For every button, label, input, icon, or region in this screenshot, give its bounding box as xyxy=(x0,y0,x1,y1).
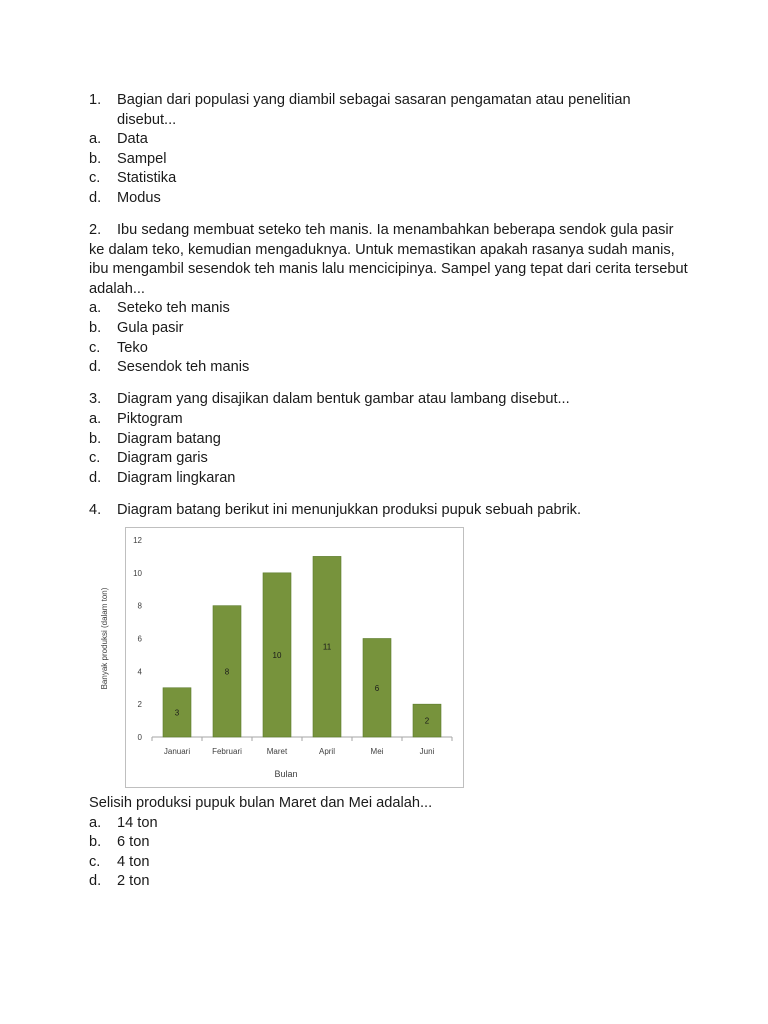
y-axis-ticks xyxy=(133,536,142,742)
option-text: 2 ton xyxy=(117,873,150,890)
option-a xyxy=(89,299,689,319)
option-letter: a. xyxy=(89,300,102,317)
option-letter: b. xyxy=(89,150,102,167)
bar-data-label: 10 xyxy=(272,650,282,660)
y-tick-label: 8 xyxy=(137,601,142,611)
option-text: Diagram garis xyxy=(117,450,208,467)
question-text: Diagram yang disajikan dalam bentuk gambar atau lambang disebut... xyxy=(117,391,570,408)
option-b xyxy=(89,319,689,339)
x-tick-label: Januari xyxy=(163,747,191,756)
x-tick-label: Juni xyxy=(419,747,435,756)
option-text: Gula pasir xyxy=(117,320,184,337)
option-letter: d. xyxy=(89,359,102,376)
option-letter: a. xyxy=(89,410,102,427)
option-d xyxy=(89,189,689,209)
option-text: Data xyxy=(117,131,148,148)
option-letter: b. xyxy=(89,430,102,447)
option-c xyxy=(89,169,689,189)
question-number: 1. xyxy=(89,92,102,108)
option-letter: b. xyxy=(89,320,102,337)
question-number: 4. xyxy=(89,501,102,518)
question-3 xyxy=(89,390,689,488)
option-a xyxy=(89,130,689,150)
option-letter: a. xyxy=(89,131,102,148)
x-tick-label: April xyxy=(318,747,336,756)
y-tick-label: 4 xyxy=(137,667,142,677)
option-letter: d. xyxy=(89,469,102,486)
question-number: 2. xyxy=(89,222,102,239)
option-d xyxy=(89,872,689,892)
question-sheet xyxy=(89,91,689,533)
option-text: Sampel xyxy=(117,150,167,167)
option-letter: c. xyxy=(89,170,101,187)
bar-data-label: 6 xyxy=(374,683,380,693)
y-tick-label: 12 xyxy=(133,536,142,545)
followup-text: Selisih produksi pupuk bulan Maret dan Mei adalah... xyxy=(89,795,433,811)
y-axis-label: Banyak produksi (dalam ton) xyxy=(100,587,109,690)
option-text: Diagram batang xyxy=(117,430,221,447)
option-text: Sesendok teh manis xyxy=(117,359,250,376)
question-4 xyxy=(89,501,689,521)
option-letter: c. xyxy=(89,339,101,356)
x-axis-label: Bulan xyxy=(274,769,298,779)
question-2 xyxy=(89,221,689,378)
option-text: 14 ton xyxy=(117,814,158,831)
x-tick-label: Mei xyxy=(370,747,384,756)
option-text: Teko xyxy=(117,339,148,356)
bars xyxy=(163,556,441,737)
option-c xyxy=(89,449,689,469)
y-tick-label: 0 xyxy=(137,733,142,742)
option-letter: a. xyxy=(89,814,102,831)
option-letter: d. xyxy=(89,873,102,890)
question-4-followup xyxy=(89,794,689,892)
question-text: Diagram batang berikut ini menunjukkan produksi pupuk sebuah pabrik. xyxy=(117,501,582,518)
option-d xyxy=(89,469,689,489)
option-letter: c. xyxy=(89,853,101,870)
bar-data-label: 2 xyxy=(424,716,430,726)
option-text: Seteko teh manis xyxy=(117,300,230,317)
bar-data-label: 3 xyxy=(174,708,180,718)
option-letter: b. xyxy=(89,834,102,851)
option-a xyxy=(89,814,689,834)
y-tick-label: 2 xyxy=(137,700,142,710)
option-text: Statistika xyxy=(117,170,177,187)
question-number: 3. xyxy=(89,391,102,408)
option-text: Modus xyxy=(117,189,161,206)
option-text: Diagram lingkaran xyxy=(117,469,236,486)
option-text: 4 ton xyxy=(117,853,150,870)
option-text: 6 ton xyxy=(117,834,150,851)
option-b xyxy=(89,430,689,450)
option-text: Piktogram xyxy=(117,410,183,427)
question-text: Bagian dari populasi yang diambil sebagai sasaran pengamatan atau penelitian disebut... xyxy=(117,92,631,128)
x-axis-ticks xyxy=(152,737,452,756)
bar-chart-svg xyxy=(100,528,463,787)
bar-data-label: 11 xyxy=(322,642,332,652)
option-c xyxy=(89,339,689,359)
option-b xyxy=(89,833,689,853)
question-text: Ibu sedang membuat seteko teh manis. Ia menambahkan beberapa sendok gula pasir ke dalam teko, kemudian mengaduknya. Untuk memastikan apakah rasanya sudah manis, ibu mengambil sesendok teh manis lalu mencicipinya. Sampel yang tepat dari cerita tersebut adalah... xyxy=(89,222,688,297)
x-tick-label: Februari xyxy=(212,747,242,756)
bar-data-label: 8 xyxy=(224,667,230,677)
option-a xyxy=(89,410,689,430)
x-tick-label: Maret xyxy=(266,747,288,756)
bar-chart xyxy=(100,527,464,788)
question-1 xyxy=(89,91,689,209)
option-c xyxy=(89,853,689,873)
option-d xyxy=(89,358,689,378)
option-b xyxy=(89,150,689,170)
option-letter: d. xyxy=(89,189,102,206)
y-tick-label: 6 xyxy=(137,634,142,644)
y-tick-label: 10 xyxy=(133,568,142,578)
option-letter: c. xyxy=(89,450,101,467)
question-text-block xyxy=(89,221,689,299)
